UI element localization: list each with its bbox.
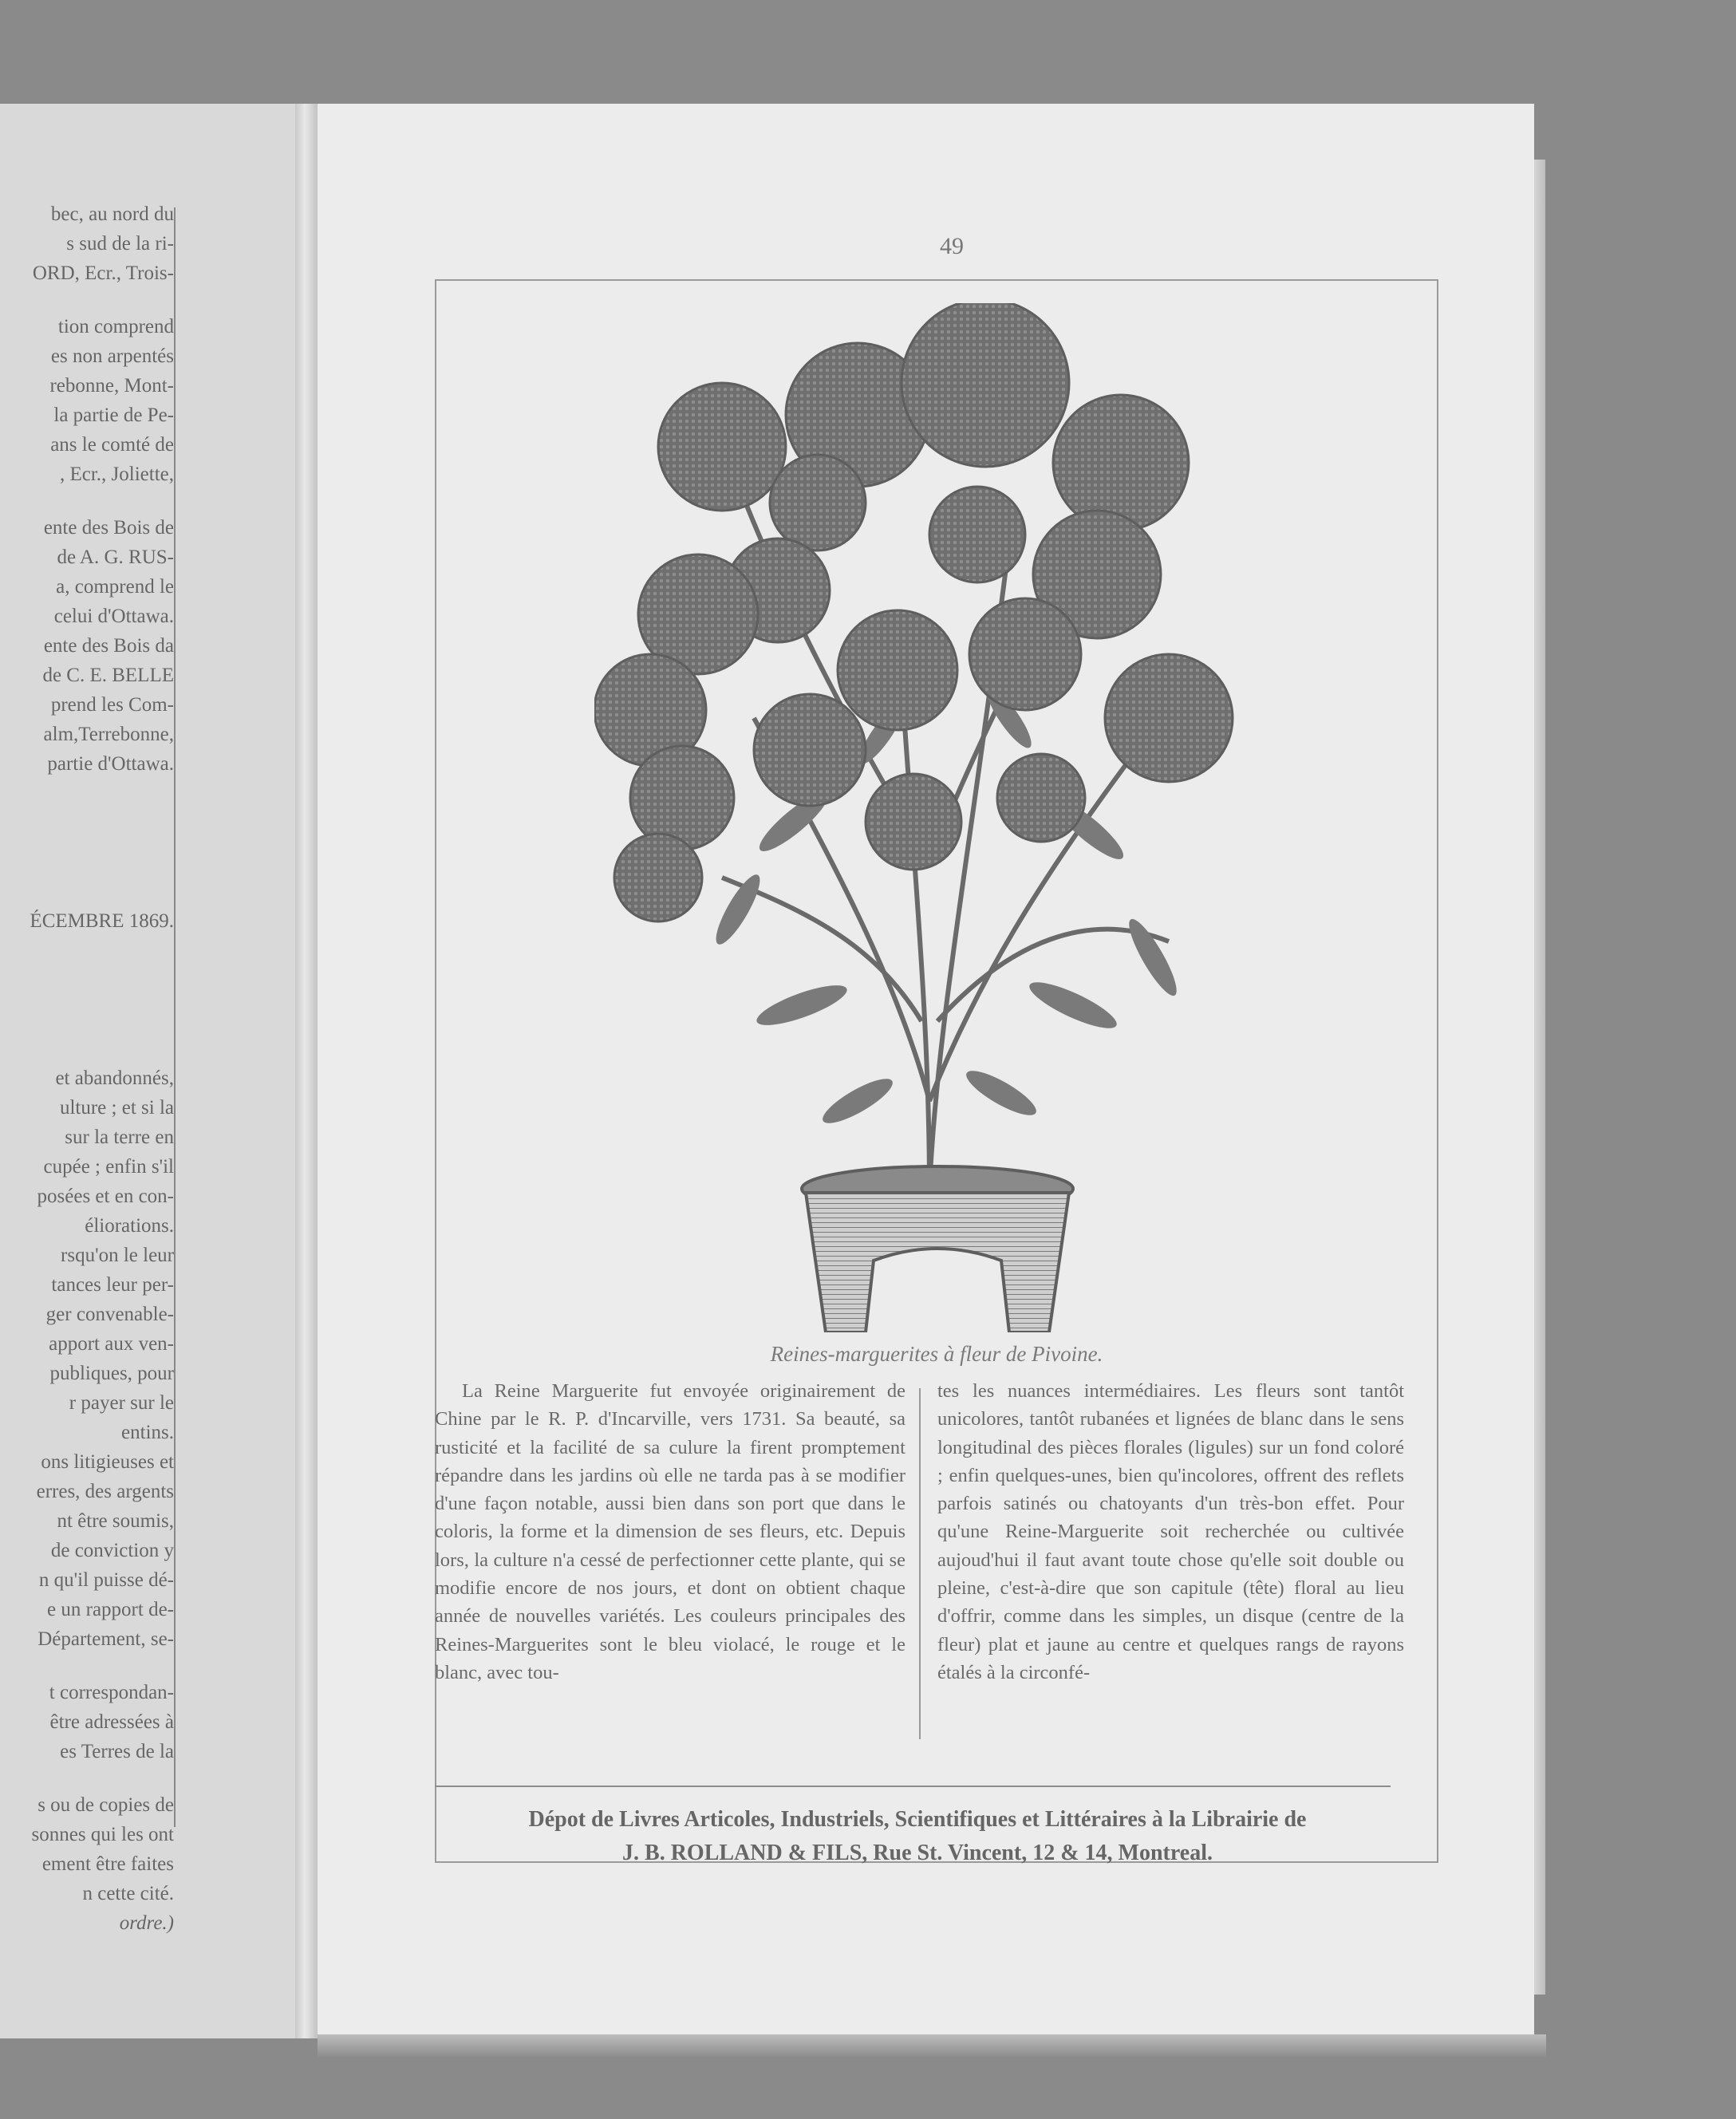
left-page-line: ente des Bois da [43,635,174,657]
left-page-line: la partie de Pe- [53,404,174,426]
left-page-line: de A. G. RUS- [57,547,174,568]
left-page-line: bec, au nord du [50,203,174,225]
left-page-line: nt être soumis, [57,1510,174,1532]
left-page-line: et abandonnés, [55,1067,174,1089]
article-column-left [435,1377,905,1687]
left-page-line: apport aux ven- [49,1333,174,1355]
left-page-line: sur la terre en [65,1127,174,1148]
left-page-rule [174,207,176,1827]
left-page-line: ger convenable- [45,1304,174,1325]
left-page-line: Département, se- [37,1628,174,1650]
left-page-line: de conviction y [50,1540,174,1561]
left-page-line: celui d'Ottawa. [53,606,174,627]
left-page-line: ans le comté de [50,434,174,456]
footer-rule [435,1786,1391,1787]
left-page-line: , Ecr., Joliette, [59,464,174,485]
left-page-line: prend les Com- [50,694,174,716]
column-divider [919,1388,921,1739]
left-page-line: entins. [121,1422,174,1443]
left-page-line: n cette cité. [82,1883,174,1904]
left-page-line: alm,Terrebonne, [43,724,174,745]
left-page-line: es non arpentés [50,345,174,367]
page-number: 49 [940,233,964,259]
left-page-line: de C. E. BELLE [42,665,174,686]
article-text-left: La Reine Marguerite fut envoyée originairement de Chine par le R. P. d'Incarville, vers 1731. Sa beauté, sa rusticité et la facilité de sa culure la firent promptement répandre dans les jardins où elle ne tarda pas à se modifier d'une façon notable, aussi bien dans son port que dans le coloris, la forme et la dimension de ses fleurs, etc. Depuis lors, la culture n'a cessé de perfectionner cette plante, qui se modifie encore de nos jours, et dont on obtient chaque année de nouvelles variétés. Les couleurs principales des Reines-Marguerites sont le bleu violacé, le rouge et le blanc, avec tou- [435,1380,905,1683]
potted-aster-illustration-icon [594,303,1280,1332]
publisher-footer [415,1803,1420,1870]
left-page-line: ons litigieuses et [41,1451,174,1473]
left-page-line: rebonne, Mont- [49,375,174,397]
left-page-line: e un rapport de- [47,1599,174,1620]
left-page-line: es Terres de la [60,1741,174,1762]
left-page-line: a, comprend le [56,576,174,598]
left-page-line: t correspondan- [49,1682,174,1703]
footer-line-1: Dépot de Livres Articoles, Industriels, Scientifiques et Littéraires à la Librairie de [528,1807,1307,1832]
left-page-line: s ou de copies de [37,1794,174,1816]
left-page-line: ORD, Ecr., Trois- [32,262,174,284]
left-page-line: sonnes qui les ont [31,1824,174,1845]
left-page-line: ordre.) [119,1912,174,1934]
article-column-right [937,1377,1404,1687]
left-page-line: ente des Bois de [43,517,174,539]
left-page-line: erres, des argents [36,1481,174,1502]
illustration-caption: Reines-marguerites à fleur de Pivoine. [770,1342,1103,1366]
book-gutter [295,104,319,2038]
left-page-text [0,199,174,1938]
left-page-line: s sud de la ri- [66,233,174,255]
left-page-line: éliorations. [85,1215,174,1237]
page-bottom-shadow [318,2034,1546,2058]
left-page-line: n qu'il puisse dé- [38,1569,174,1591]
left-page-line: r payer sur le [69,1392,174,1414]
page-edge [1534,160,1545,1995]
left-page-line: ulture ; et si la [59,1097,174,1119]
left-page-line: rsqu'on le leur [61,1245,174,1266]
left-page-line: tances leur per- [51,1274,174,1296]
left-page-line: ement être faites [41,1853,174,1875]
left-page-line: ÉCEMBRE 1869. [30,910,174,932]
left-page-line: tion comprend [57,316,174,337]
left-page-line: cupée ; enfin s'il [43,1156,174,1178]
left-page-line: être adressées à [49,1711,174,1733]
article-text-right: tes les nuances intermédiaires. Les fleurs sont tantôt unicolores, tantôt rubanées et lignées de blanc dans le sens longitudinal des pièces florales (ligules) sur un fond coloré ; enfin quelques-unes, bien qu'incolores, offrent des reflets parfois satinés ou chatoyants d'un très-bon effet. Pour qu'une Reine-Marguerite soit recherchée ou cultivée aujoud'hui il faut avant toute chose qu'elle soit double ou pleine, c'est-à-dire que son capitule (tête) floral au lieu d'offrir, comme dans les simples, un disque (centre de la fleur) plat et jaune au centre et quelques rangs de rayons étalés à la circonfé- [937,1380,1404,1683]
left-page-line: publiques, pour [49,1363,174,1384]
left-page-line: posées et en con- [37,1186,174,1207]
footer-line-2: J. B. ROLLAND & FILS, Rue St. Vincent, 12 & 14, Montreal. [622,1841,1213,1865]
left-page-line: partie d'Ottawa. [47,753,174,775]
